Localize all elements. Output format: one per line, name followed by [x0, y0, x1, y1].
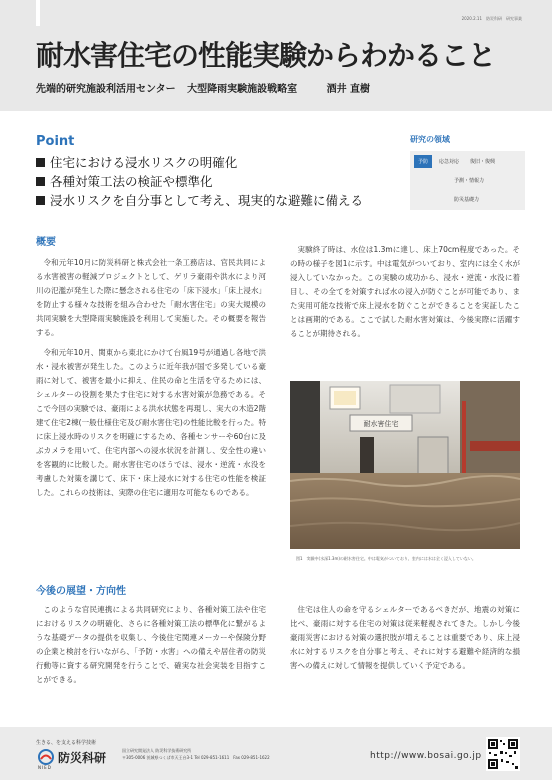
- square-bullet-icon: [36, 158, 45, 167]
- outlook-paragraph-right: 住宅は住人の命を守るシェルターであるべきだが、地震の対策に比べ、豪雨に対する住宅の対策は従来軽視されてきた。しかし今後豪雨災害における対策の選択肢が増えることは重要であり、床上浸水に対するリスクを自分事と考え、それに対する避難や経済的な損害への備えに対して情報を提供していく予定である。: [290, 605, 520, 670]
- point-item: 各種対策工法の検証や標準化: [36, 172, 396, 191]
- header-accent-bar: [36, 0, 40, 26]
- footer-logo-en: NIED: [38, 765, 52, 770]
- research-field-tags: [410, 151, 525, 210]
- footer-org-short: 防災科研: [58, 751, 107, 765]
- page-footer: [0, 727, 552, 780]
- page-subtitle: [36, 80, 378, 95]
- point-list: [36, 153, 396, 210]
- footer-org-address: 〒305-0006 茨城県つくば市天王台3-1 Tel 029-851-1611 Fax 029-851-1622: [122, 755, 270, 760]
- overview-paragraph-1: 令和元年10月に防災科研と株式会社一条工務店は、官民共同による水害被害の軽減プロジェクトとして、ゲリラ豪雨や洪水により河川の氾濫が発生した際に懸念される住宅の「床下浸水」「床上浸水」を防止する様々な技術を組み合わせた「耐水害住宅」の実大規模の共同実験を大型降雨実験施設を利用して実施した。その概要を報告する。: [36, 258, 266, 337]
- outlook-section: [36, 582, 520, 687]
- photo-caption: 図1 実験中(水深1.3m)の耐水害住宅。中は電気がついており、室内には水は全く浸入していない。: [296, 556, 476, 561]
- overview-heading: 概要: [36, 237, 56, 248]
- outlook-heading: 今後の展望・方向性: [36, 586, 126, 597]
- outlook-paragraph-left: このような官民連携による共同研究により、各種対策工法や住宅におけるリスクの明確化、さらに各種対策工法の標準化に繋がるような基礎データの提供を収集し、今後住宅関連メーカーや保険分野の企業と検討を行いながら、「予防・水害」への備えや居住者の防災行動等に資する研究開発を行うことで、確実な社会実装を目指すことができる。: [36, 605, 266, 684]
- square-bullet-icon: [36, 196, 45, 205]
- footer-org-name: 国立研究開発法人 防災科学技術研究所: [122, 748, 192, 753]
- point-item: 住宅における浸水リスクの明確化: [36, 153, 396, 172]
- footer-org-info: [122, 747, 270, 761]
- point-heading: Point: [36, 134, 75, 149]
- research-field-heading: 研究の領域: [410, 135, 450, 144]
- results-column: [290, 243, 520, 347]
- tag-response: 応急対応: [439, 159, 460, 165]
- subtitle-dept: 大型降雨実験施設戦略室: [187, 84, 298, 95]
- subtitle-org: 先端的研究施設利活用センター: [36, 84, 176, 95]
- tag-basic: 防災基礎力: [454, 197, 480, 203]
- experiment-photo: [290, 381, 520, 549]
- tag-prevention: 予防: [414, 155, 432, 168]
- tag-prediction: 予測・情報力: [454, 178, 485, 184]
- overview-paragraph-3: 実験終了時は、水位は1.3mに達し、床上70cm程度であった。その時の様子を図1に示す。中は電気がついており、室内には全く水が浸入していなかった。この実験の成功から、浸水・逆流・水没に着目し、その全てを対策すれば水の浸入が防ぐことが可能であり、また実用可能な技術で床上浸水を防ぐことができることを実証したことは画期的である。ここで試した耐水害対策は、今後実際に活躍することが期待される。: [290, 245, 520, 338]
- page-header: [0, 0, 552, 111]
- page-title: 耐水害住宅の性能実験からわかること: [36, 39, 496, 72]
- overview-paragraph-2: 令和元年10月、関東から東北にかけて台風19号が通過し各地で洪水・浸水被害が発生した。このように近年我が国で多発している豪雨に対して、被害を最小に抑え、住民の命と生活を守るためには、シェルターの役割を果たす住宅に対する水害対策が急務である。そこで今回の実験では、豪雨による洪水状態を再現し、実大の木造2階建て住宅2棟(一般仕様住宅及び耐水害住宅)の性能比較を行った。特に床上浸水時のリスクを明確にするため、各種センサーや60台に及ぶカメラを用いて、住宅内部への浸水状況を計測し、安全性の違いを客観的に比較した。耐水害住宅のほうでは、浸水・逆流・水没を考慮した対策を講じて、床下・床上浸水に対する住宅の性能を検証した。これらの技術は、実際の住宅に適用な可能なものである。: [36, 348, 266, 497]
- header-date: 2020.2.11 防災科研 研究事業: [461, 16, 522, 21]
- research-field-box: [410, 134, 525, 210]
- qr-code-icon[interactable]: [486, 737, 520, 771]
- overview-column: [36, 236, 266, 506]
- tag-recovery: 復旧・復興: [470, 159, 496, 165]
- square-bullet-icon: [36, 177, 45, 186]
- point-item: 浸水リスクを自分事として考え、現実的な避難に備える: [36, 191, 396, 210]
- photo-sign-text: 耐水害住宅: [363, 420, 399, 428]
- nied-logo-icon: [38, 749, 54, 765]
- point-section: [36, 134, 396, 210]
- subtitle-author: 酒井 直樹: [326, 84, 371, 95]
- footer-url[interactable]: http://www.bosai.go.jp: [370, 751, 482, 761]
- footer-slogan: 生きる、を支える科学技術: [36, 740, 97, 746]
